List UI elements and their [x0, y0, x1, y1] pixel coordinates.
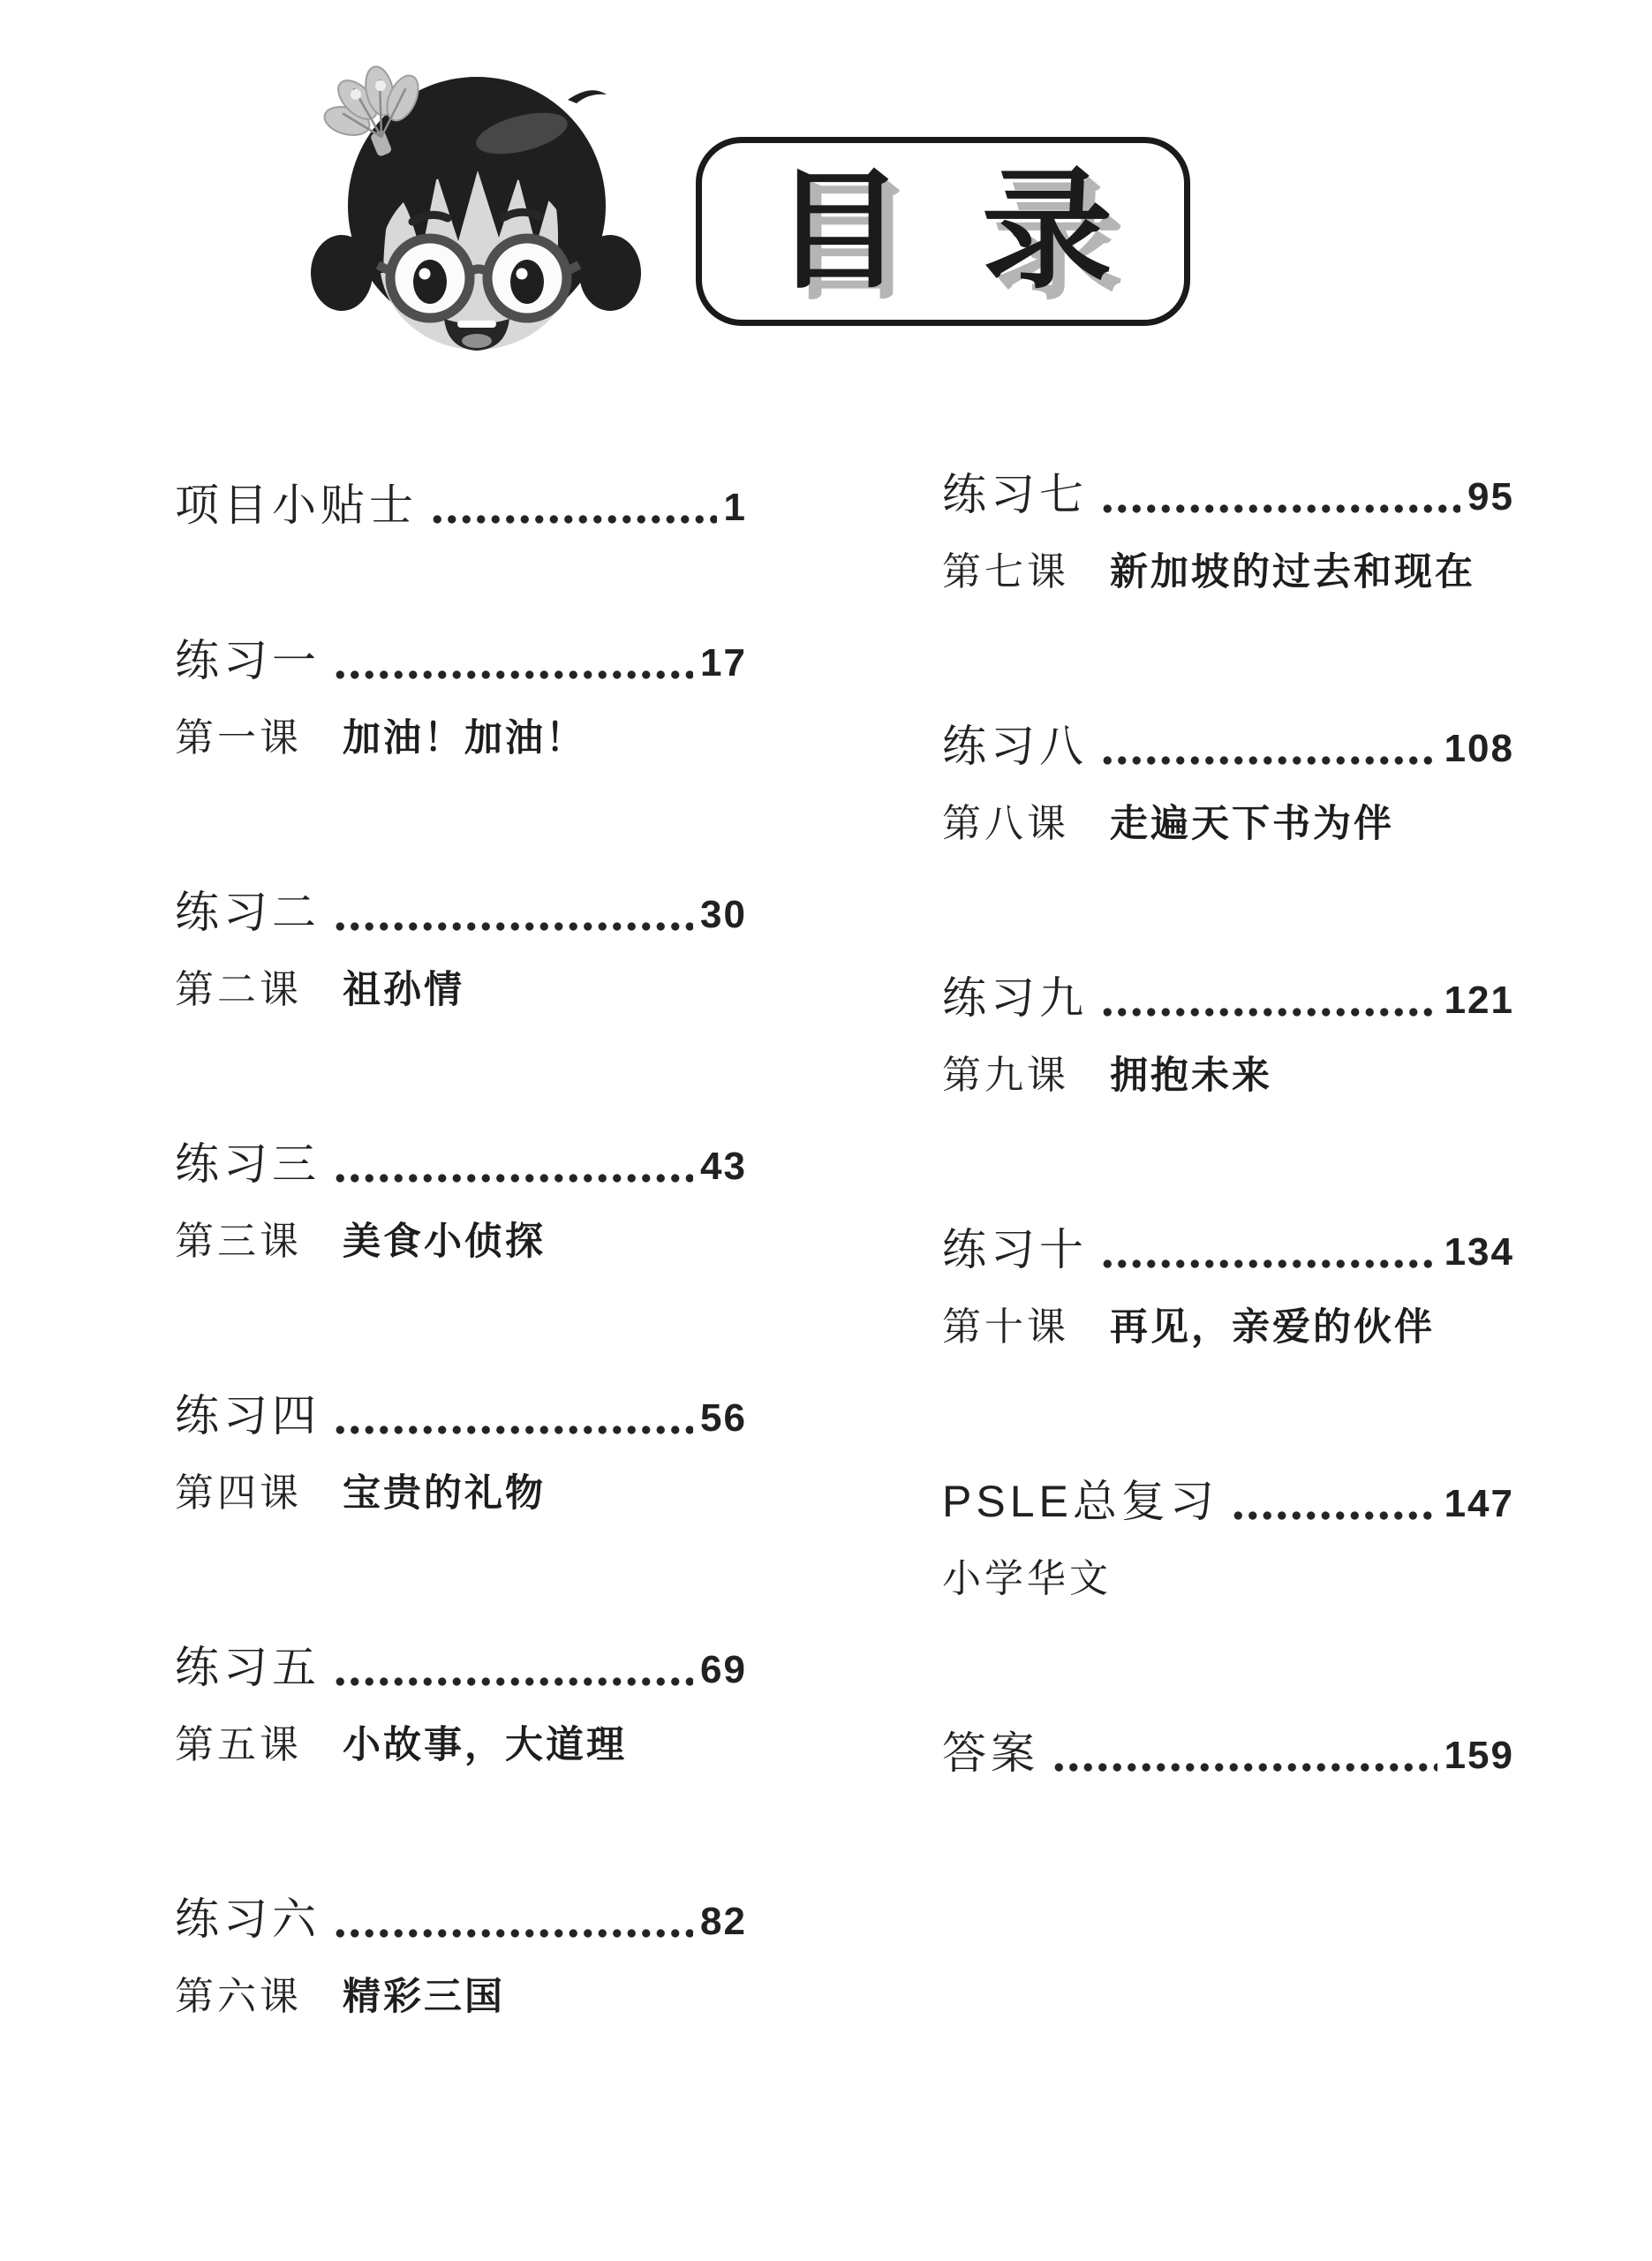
toc-entry	[942, 1476, 1514, 1601]
lesson-title: 走遍天下书为伴	[1110, 803, 1394, 845]
toc-entry-heading-row	[942, 972, 1514, 1024]
leader-dots	[333, 1642, 693, 1693]
toc-entry	[175, 1138, 747, 1264]
toc-entry-heading-row	[175, 887, 747, 938]
leader-dots	[1052, 1728, 1437, 1779]
toc-entry-page-number: 121	[1444, 979, 1514, 1022]
toc-entry-subtitle	[942, 550, 1514, 594]
leader-dots	[1100, 469, 1460, 520]
lesson-label: 第二课	[175, 968, 302, 1011]
toc-entry	[175, 1894, 747, 2019]
toc-entry-heading-row	[175, 1390, 747, 1441]
toc-entry	[942, 1728, 1514, 1779]
leader-dots	[430, 480, 717, 531]
toc-entry	[175, 1390, 747, 1516]
toc-entry-subtitle	[175, 1975, 747, 2019]
toc-entry-subtitle	[175, 968, 747, 1012]
lesson-label: 第五课	[175, 1723, 302, 1766]
lesson-title: 精彩三国	[343, 1976, 505, 2018]
lesson-title: 拥抱未来	[1110, 1055, 1272, 1097]
lesson-title: 祖孙情	[343, 969, 464, 1011]
toc-entry-title: 练习二	[175, 888, 321, 937]
lesson-label: 第四课	[175, 1471, 302, 1515]
toc-entry-title: PSLE总复习	[942, 1477, 1218, 1526]
toc-entry-subtitle	[175, 1723, 747, 1767]
toc-title-char: 录	[982, 158, 1113, 304]
toc-entry-subtitle	[175, 716, 747, 760]
lesson-title: 加油！加油！	[343, 717, 586, 760]
toc-entry-page-number: 134	[1444, 1230, 1514, 1274]
toc-entry-subtitle	[175, 1220, 747, 1264]
toc-entry-title: 练习六	[175, 1894, 321, 1944]
toc-entry-subtitle	[942, 1305, 1514, 1350]
toc-title-char: 目	[773, 158, 904, 304]
toc-entry-subtitle	[942, 802, 1514, 846]
toc-entry-page-number: 108	[1444, 727, 1514, 770]
leader-dots	[1100, 721, 1437, 772]
lesson-label: 第八课	[942, 802, 1069, 845]
toc-entry-subtitle	[942, 1054, 1514, 1098]
toc-entry-page-number: 56	[700, 1396, 747, 1440]
lesson-label: 第三课	[175, 1220, 302, 1263]
toc-entry-title: 练习五	[175, 1643, 321, 1692]
toc-entry-heading-row	[175, 1138, 747, 1190]
leader-dots	[1100, 972, 1437, 1024]
leader-dots	[1100, 1224, 1437, 1275]
toc-entry-title: 练习四	[175, 1391, 321, 1441]
lesson-title: 宝贵的礼物	[343, 1472, 546, 1515]
lesson-title: 新加坡的过去和现在	[1110, 551, 1475, 594]
leader-dots	[333, 1138, 693, 1190]
toc-entry-subtitle	[942, 1557, 1514, 1601]
toc-entry-title: 项目小贴士	[175, 480, 418, 530]
lesson-title: 再见，亲爱的伙伴	[1110, 1306, 1435, 1349]
toc-entry-page-number: 82	[700, 1900, 747, 1943]
lesson-title: 美食小侦探	[343, 1221, 546, 1263]
toc-entry-heading-row	[942, 469, 1514, 520]
toc-entry	[942, 721, 1514, 846]
toc-entry-page-number: 1	[723, 486, 747, 529]
subtitle-label: 小学华文	[942, 1557, 1112, 1600]
toc-entry-heading-row	[175, 1894, 747, 1945]
toc-entry-heading-row	[942, 1728, 1514, 1779]
lesson-label: 第十课	[942, 1305, 1069, 1349]
toc-entry-heading-row	[175, 1642, 747, 1693]
toc-entry-heading-row	[175, 635, 747, 686]
toc-entry-page-number: 95	[1467, 475, 1514, 518]
leader-dots	[333, 1390, 693, 1441]
toc-entry-title: 练习三	[175, 1139, 321, 1189]
toc-entry-page-number: 30	[700, 893, 747, 936]
leader-dots	[333, 887, 693, 938]
toc-entry	[942, 1224, 1514, 1350]
lesson-label: 第七课	[942, 550, 1069, 594]
toc-entry-page-number: 69	[700, 1648, 747, 1691]
toc-entry-subtitle	[175, 1471, 747, 1516]
toc-entry-page-number: 159	[1444, 1734, 1514, 1777]
toc-entry-title: 练习八	[942, 722, 1088, 771]
toc-entry-page-number: 43	[700, 1145, 747, 1188]
toc-entry	[942, 469, 1514, 594]
leader-dots	[1231, 1476, 1437, 1527]
toc-entry-heading-row	[942, 721, 1514, 772]
toc-entry-title: 练习九	[942, 973, 1088, 1023]
toc-entry-page-number: 17	[700, 641, 747, 684]
toc-entry-heading-row	[175, 480, 747, 531]
toc-entry-page-number: 147	[1444, 1482, 1514, 1525]
toc-entry-heading-row	[942, 1476, 1514, 1527]
lesson-label: 第一课	[175, 716, 302, 760]
toc-entry-heading-row	[942, 1224, 1514, 1275]
toc-entry	[175, 480, 747, 531]
toc-entry	[175, 1642, 747, 1767]
lesson-title: 小故事，大道理	[343, 1724, 627, 1766]
toc-entry-title: 答案	[942, 1728, 1039, 1778]
toc-entry-title: 练习一	[175, 636, 321, 685]
toc-entry-title: 练习十	[942, 1225, 1088, 1274]
toc-entry	[175, 635, 747, 760]
lesson-label: 第九课	[942, 1054, 1069, 1097]
toc-entry-title: 练习七	[942, 470, 1088, 519]
lesson-label: 第六课	[175, 1975, 302, 2018]
leader-dots	[333, 1894, 693, 1945]
toc-entry	[942, 972, 1514, 1098]
toc-entry	[175, 887, 747, 1012]
leader-dots	[333, 635, 693, 686]
